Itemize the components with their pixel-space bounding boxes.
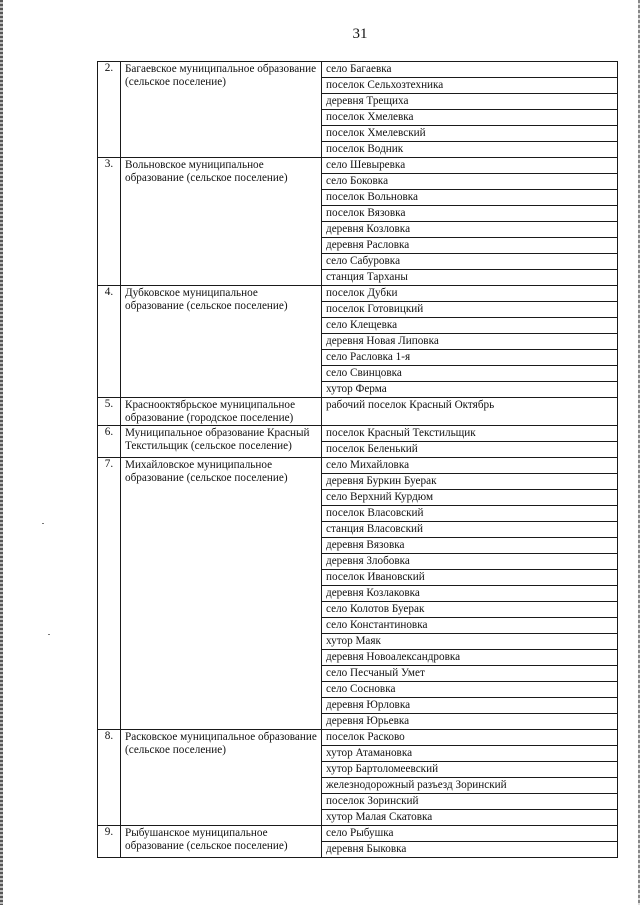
settlement-name: хутор Малая Скатовка <box>322 810 618 826</box>
settlement-name: поселок Вязовка <box>322 206 618 222</box>
settlement-name: поселок Власовский <box>322 506 618 522</box>
settlement-name: поселок Ивановский <box>322 570 618 586</box>
settlement-name: хутор Бартоломеевский <box>322 762 618 778</box>
settlement-name: поселок Беленький <box>322 442 618 458</box>
row-number: 9. <box>98 826 121 858</box>
table-row <box>98 426 618 442</box>
settlement-name: село Песчаный Умет <box>322 666 618 682</box>
settlement-name: село Свинцовка <box>322 366 618 382</box>
table-row <box>98 826 618 842</box>
settlement-name: деревня Козловка <box>322 222 618 238</box>
table-row <box>98 730 618 746</box>
municipality-name: Михайловское муниципальное образование (сельское поселение) <box>121 458 322 730</box>
municipality-name: Вольновское муниципальное образование (сельское поселение) <box>121 158 322 286</box>
page-number: 31 <box>352 26 368 42</box>
settlement-name: деревня Расловка <box>322 238 618 254</box>
settlement-name: деревня Новоалександровка <box>322 650 618 666</box>
settlement-name: станция Тарханы <box>322 270 618 286</box>
row-number: 7. <box>98 458 121 730</box>
municipality-name: Расковское муниципальное образование (сельское поселение) <box>121 730 322 826</box>
settlement-name: деревня Злобовка <box>322 554 618 570</box>
settlement-name: поселок Вольновка <box>322 190 618 206</box>
settlement-name: село Рыбушка <box>322 826 618 842</box>
settlement-name: деревня Вязовка <box>322 538 618 554</box>
settlement-name: хутор Ферма <box>322 382 618 398</box>
settlement-name: поселок Хмелевский <box>322 126 618 142</box>
settlement-name: станция Власовский <box>322 522 618 538</box>
settlement-name: деревня Буркин Буерак <box>322 474 618 490</box>
settlement-name: село Боковка <box>322 174 618 190</box>
settlement-name: деревня Юрловка <box>322 698 618 714</box>
municipality-name: Краснооктябрьское муниципальное образование (городское поселение) <box>121 398 322 426</box>
municipality-name: Рыбушанское муниципальное образование (сельское поселение) <box>121 826 322 858</box>
settlement-name: деревня Новая Липовка <box>322 334 618 350</box>
settlement-name: село Клещевка <box>322 318 618 334</box>
scan-speck <box>48 634 50 635</box>
table-row <box>98 158 618 174</box>
settlement-name: село Сабуровка <box>322 254 618 270</box>
settlement-name: поселок Готовицкий <box>322 302 618 318</box>
settlement-name: поселок Хмелевка <box>322 110 618 126</box>
table-row <box>98 286 618 302</box>
settlement-name: село Сосновка <box>322 682 618 698</box>
municipality-name: Дубковское муниципальное образование (сельское поселение) <box>121 286 322 398</box>
settlement-name: село Верхний Курдюм <box>322 490 618 506</box>
row-number: 2. <box>98 62 121 158</box>
table-row <box>98 458 618 474</box>
settlement-name: село Шевыревка <box>322 158 618 174</box>
municipality-name: Муниципальное образование Красный Текстильщик (сельское поселение) <box>121 426 322 458</box>
scan-edge-left <box>0 0 3 905</box>
row-number: 8. <box>98 730 121 826</box>
settlements-table-container <box>97 61 618 858</box>
municipality-name: Багаевское муниципальное образование (сельское поселение) <box>121 62 322 158</box>
settlement-name: поселок Водник <box>322 142 618 158</box>
row-number: 5. <box>98 398 121 426</box>
table-row <box>98 62 618 78</box>
settlement-name: деревня Быковка <box>322 842 618 858</box>
scan-speck <box>42 523 44 524</box>
settlement-name: поселок Дубки <box>322 286 618 302</box>
settlement-name: хутор Маяк <box>322 634 618 650</box>
row-number: 6. <box>98 426 121 458</box>
settlement-name: поселок Красный Текстильщик <box>322 426 618 442</box>
settlement-name: хутор Атамановка <box>322 746 618 762</box>
settlement-name: поселок Сельхозтехника <box>322 78 618 94</box>
settlement-name: деревня Трещиха <box>322 94 618 110</box>
settlement-name: рабочий поселок Красный Октябрь <box>322 398 618 426</box>
settlement-name: поселок Зоринский <box>322 794 618 810</box>
settlement-name: поселок Расково <box>322 730 618 746</box>
settlement-name: деревня Юрьевка <box>322 714 618 730</box>
settlement-name: железнодорожный разъезд Зоринский <box>322 778 618 794</box>
settlement-name: деревня Козлаковка <box>322 586 618 602</box>
table-row <box>98 398 618 426</box>
settlements-table <box>97 61 618 858</box>
settlement-name: село Колотов Буерак <box>322 602 618 618</box>
settlement-name: село Константиновка <box>322 618 618 634</box>
settlement-name: село Расловка 1-я <box>322 350 618 366</box>
row-number: 3. <box>98 158 121 286</box>
row-number: 4. <box>98 286 121 398</box>
settlement-name: село Михайловка <box>322 458 618 474</box>
table-body <box>98 62 618 858</box>
settlement-name: село Багаевка <box>322 62 618 78</box>
